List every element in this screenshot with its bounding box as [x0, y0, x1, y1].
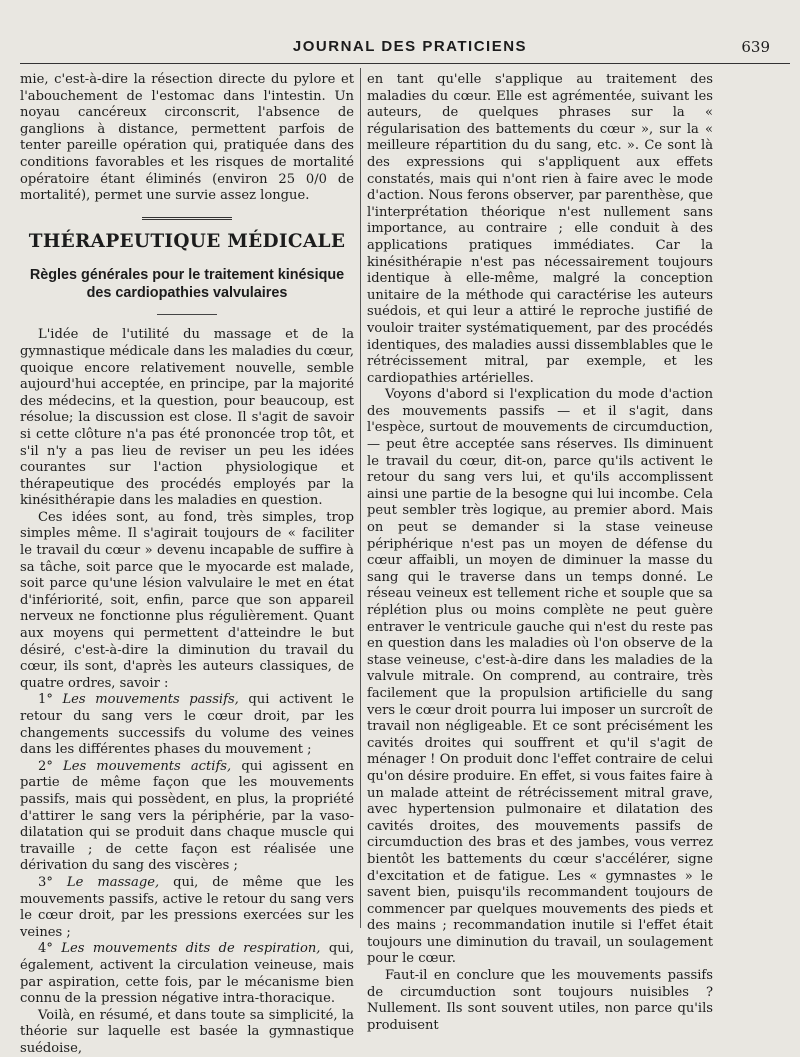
- item-text: qui, de même que les mouvements passifs, active le retour du sang vers le cœur droit, par les pressions exercées sur les veines ;: [20, 874, 354, 940]
- list-item-3: [20, 875, 354, 941]
- journal-title: JOURNAL DES PRATICIENS: [292, 38, 528, 55]
- right-column: [367, 72, 713, 1034]
- article-title: Règles générales pour le traitement kinésique des cardiopathies valvulaires: [29, 267, 345, 302]
- item-text: qui, également, activent la circulation veineuse, mais par aspiration, cette fois, par le mécanisme bien connu de la pression négative intra-thoracique.: [20, 941, 354, 1007]
- left-column: [20, 72, 354, 1057]
- paragraph-1: L'idée de l'utilité du massage et de la gymnastique médicale dans les maladies du cœur, quoique encore relativement nouvelle, semble aujourd'hui acceptée, en principe, par la majorité des médecins, et la question, pour beaucoup, est résolue; la discussion est close. Il s'agit de savoir si cette clôture n'a pas été prononcée trop tôt, et s'il n'y a pas lieu de reviser un peu les idées courantes sur l'action physiologique et thérapeutique des procédés employés par la kinésithérapie dans les maladies en question.: [20, 327, 354, 509]
- section-separator: [142, 217, 232, 222]
- item-number: 4°: [38, 941, 53, 957]
- item-term: Les mouvements passifs,: [62, 692, 239, 708]
- paragraph-2: Ces idées sont, au fond, très simples, trop simples même. Il s'agirait toujours de « faciliter le travail du cœur » devenu incapable de suffire à sa tâche, soit parce que le myocarde est malade, soit parce qu'une lésion valvulaire le met en état d'infériorité, soit, enfin, parce que son appareil nerveux ne fonctionne plus régulièrement. Quant aux moyens qui permettent d'atteindre le but désiré, c'est-à-dire la diminution du travail du cœur, ils sont, d'après les auteurs classiques, de quatre ordres, savoir :: [20, 509, 354, 691]
- page-number: 639: [741, 38, 770, 56]
- section-title: THÉRAPEUTIQUE MÉDICALE: [28, 230, 346, 252]
- item-term: Les mouvements dits de respiration,: [61, 941, 321, 957]
- list-item-1: [20, 692, 354, 758]
- item-term: Les mouvements actifs,: [63, 758, 232, 774]
- intro-paragraph: mie, c'est-à-dire la résection directe du pylore et l'abouchement de l'estomac dans l'intestin. Un noyau cancéreux circonscrit, l'absence de ganglions à distance, permettent parfois de tenter pareille opération qui, pratiquée dans des conditions favorables et les risques de mortalité opératoire étant éliminés (environ 25 0/0 de mortalité), permet une survie assez longue.: [20, 72, 354, 204]
- header-rule: [20, 63, 790, 64]
- item-text: qui agissent en partie de même façon que les mouvements passifs, mais qui possèdent, en plus, la propriété d'attirer le sang vers la périphérie, par la vaso-dilatation qui se produit dans chaque muscle qui travaille ; de cette façon est réalisée une dérivation du sang des viscères ;: [20, 758, 354, 874]
- paragraph-last: Voilà, en résumé, et dans toute sa simplicité, la théorie sur laquelle est basée la gymnastique suédoise,: [20, 1007, 354, 1056]
- column-divider: [360, 68, 361, 928]
- item-term: Le massage,: [66, 874, 160, 890]
- item-number: 1°: [38, 692, 53, 708]
- running-header: [40, 38, 780, 62]
- list-item-2: [20, 759, 354, 875]
- paragraph-1: en tant qu'elle s'applique au traitement des maladies du cœur. Elle est agrémentée, suivant les auteurs, de quelques phrases sur la « régularisation des battements du cœur », sur la « meilleure répartition du du sang, etc. ». Ce sont là des expressions qui s'appliquent aux effets constatés, mais qui n'ont rien à faire avec le mode d'action. Nous ferons observer, par parenthèse, que l'interprétation théorique n'est nullement sans importance, au contraire ; elle conduit à des applications pratiques immédiates. Car la kinésithérapie n'est pas nécessairement toujours identique à elle-même, malgré la conception unitaire de la méthode qui caractérise les auteurs suédois, et qui leur a attiré le reproche justifié de vouloir traiter systématiquement, par des procédés identiques, des maladies aussi dissemblables que le rétrécissement mitral, par exemple, et les cardiopathies artérielles.: [367, 72, 713, 386]
- article-rule: [157, 314, 217, 315]
- paragraph-3: Faut-il en conclure que les mouvements passifs de circumduction sont toujours nuisibles ? Nullement. Ils sont souvent utiles, non parce qu'ils produisent: [367, 968, 713, 1033]
- paragraph-2: Voyons d'abord si l'explication du mode d'action des mouvements passifs — et il s'agit, dans l'espèce, surtout de mouvements de circumduction, — peut être acceptée sans réserves. Ils diminuent le travail du cœur, dit-on, parce qu'ils activent le retour du sang vers lui, et qu'ils accomplissent ainsi une partie de la besogne qui lui incombe. Cela peut sembler très logique, au premier abord. Mais on peut se demander si la stase veineuse périphérique n'est pas un moyen de défense du cœur affaibli, un moyen de diminuer la masse du sang qui le traverse dans un temps donné. Le réseau veineux est tellement riche et souple que sa réplétion plus ou moins complète ne peut guère entraver le ventricule gauche qui n'est du reste pas en question dans les maladies où l'on observe de la stase veineuse, c'est-à-dire dans les maladies de la valvule mitrale. On comprend, au contraire, très facilement que la propulsion artificielle du sang vers le cœur droit pourra lui imposer un surcroît de travail non négligeable. Et ce sont précisément les cavités droites qui souffrent et qu'il s'agit de ménager ! On produit donc l'effet contraire de celui qu'on désire produire. En effet, si vous faites faire à un malade atteint de rétrécissement mitral grave, avec hypertension pulmonaire et dilatation des cavités droites, des mouvements passifs de circumduction des bras et des jambes, vous verrez bientôt les battements du cœur s'accélérer, signe d'excitation et de fatigue. Les « gymnastes » le savent bien, puisqu'ils recommandent toujours de commencer par quelques mouvements des pieds et des mains ; recommandation inutile si l'effet était toujours une diminution du travail, un soulagement pour le cœur.: [367, 387, 713, 967]
- item-text: qui activent le retour du sang vers le cœur droit, par les changements successifs du volume des veines dans les différentes phases du mouvement ;: [20, 692, 354, 758]
- item-number: 2°: [38, 758, 53, 774]
- item-number: 3°: [38, 874, 53, 890]
- list-item-4: [20, 941, 354, 1007]
